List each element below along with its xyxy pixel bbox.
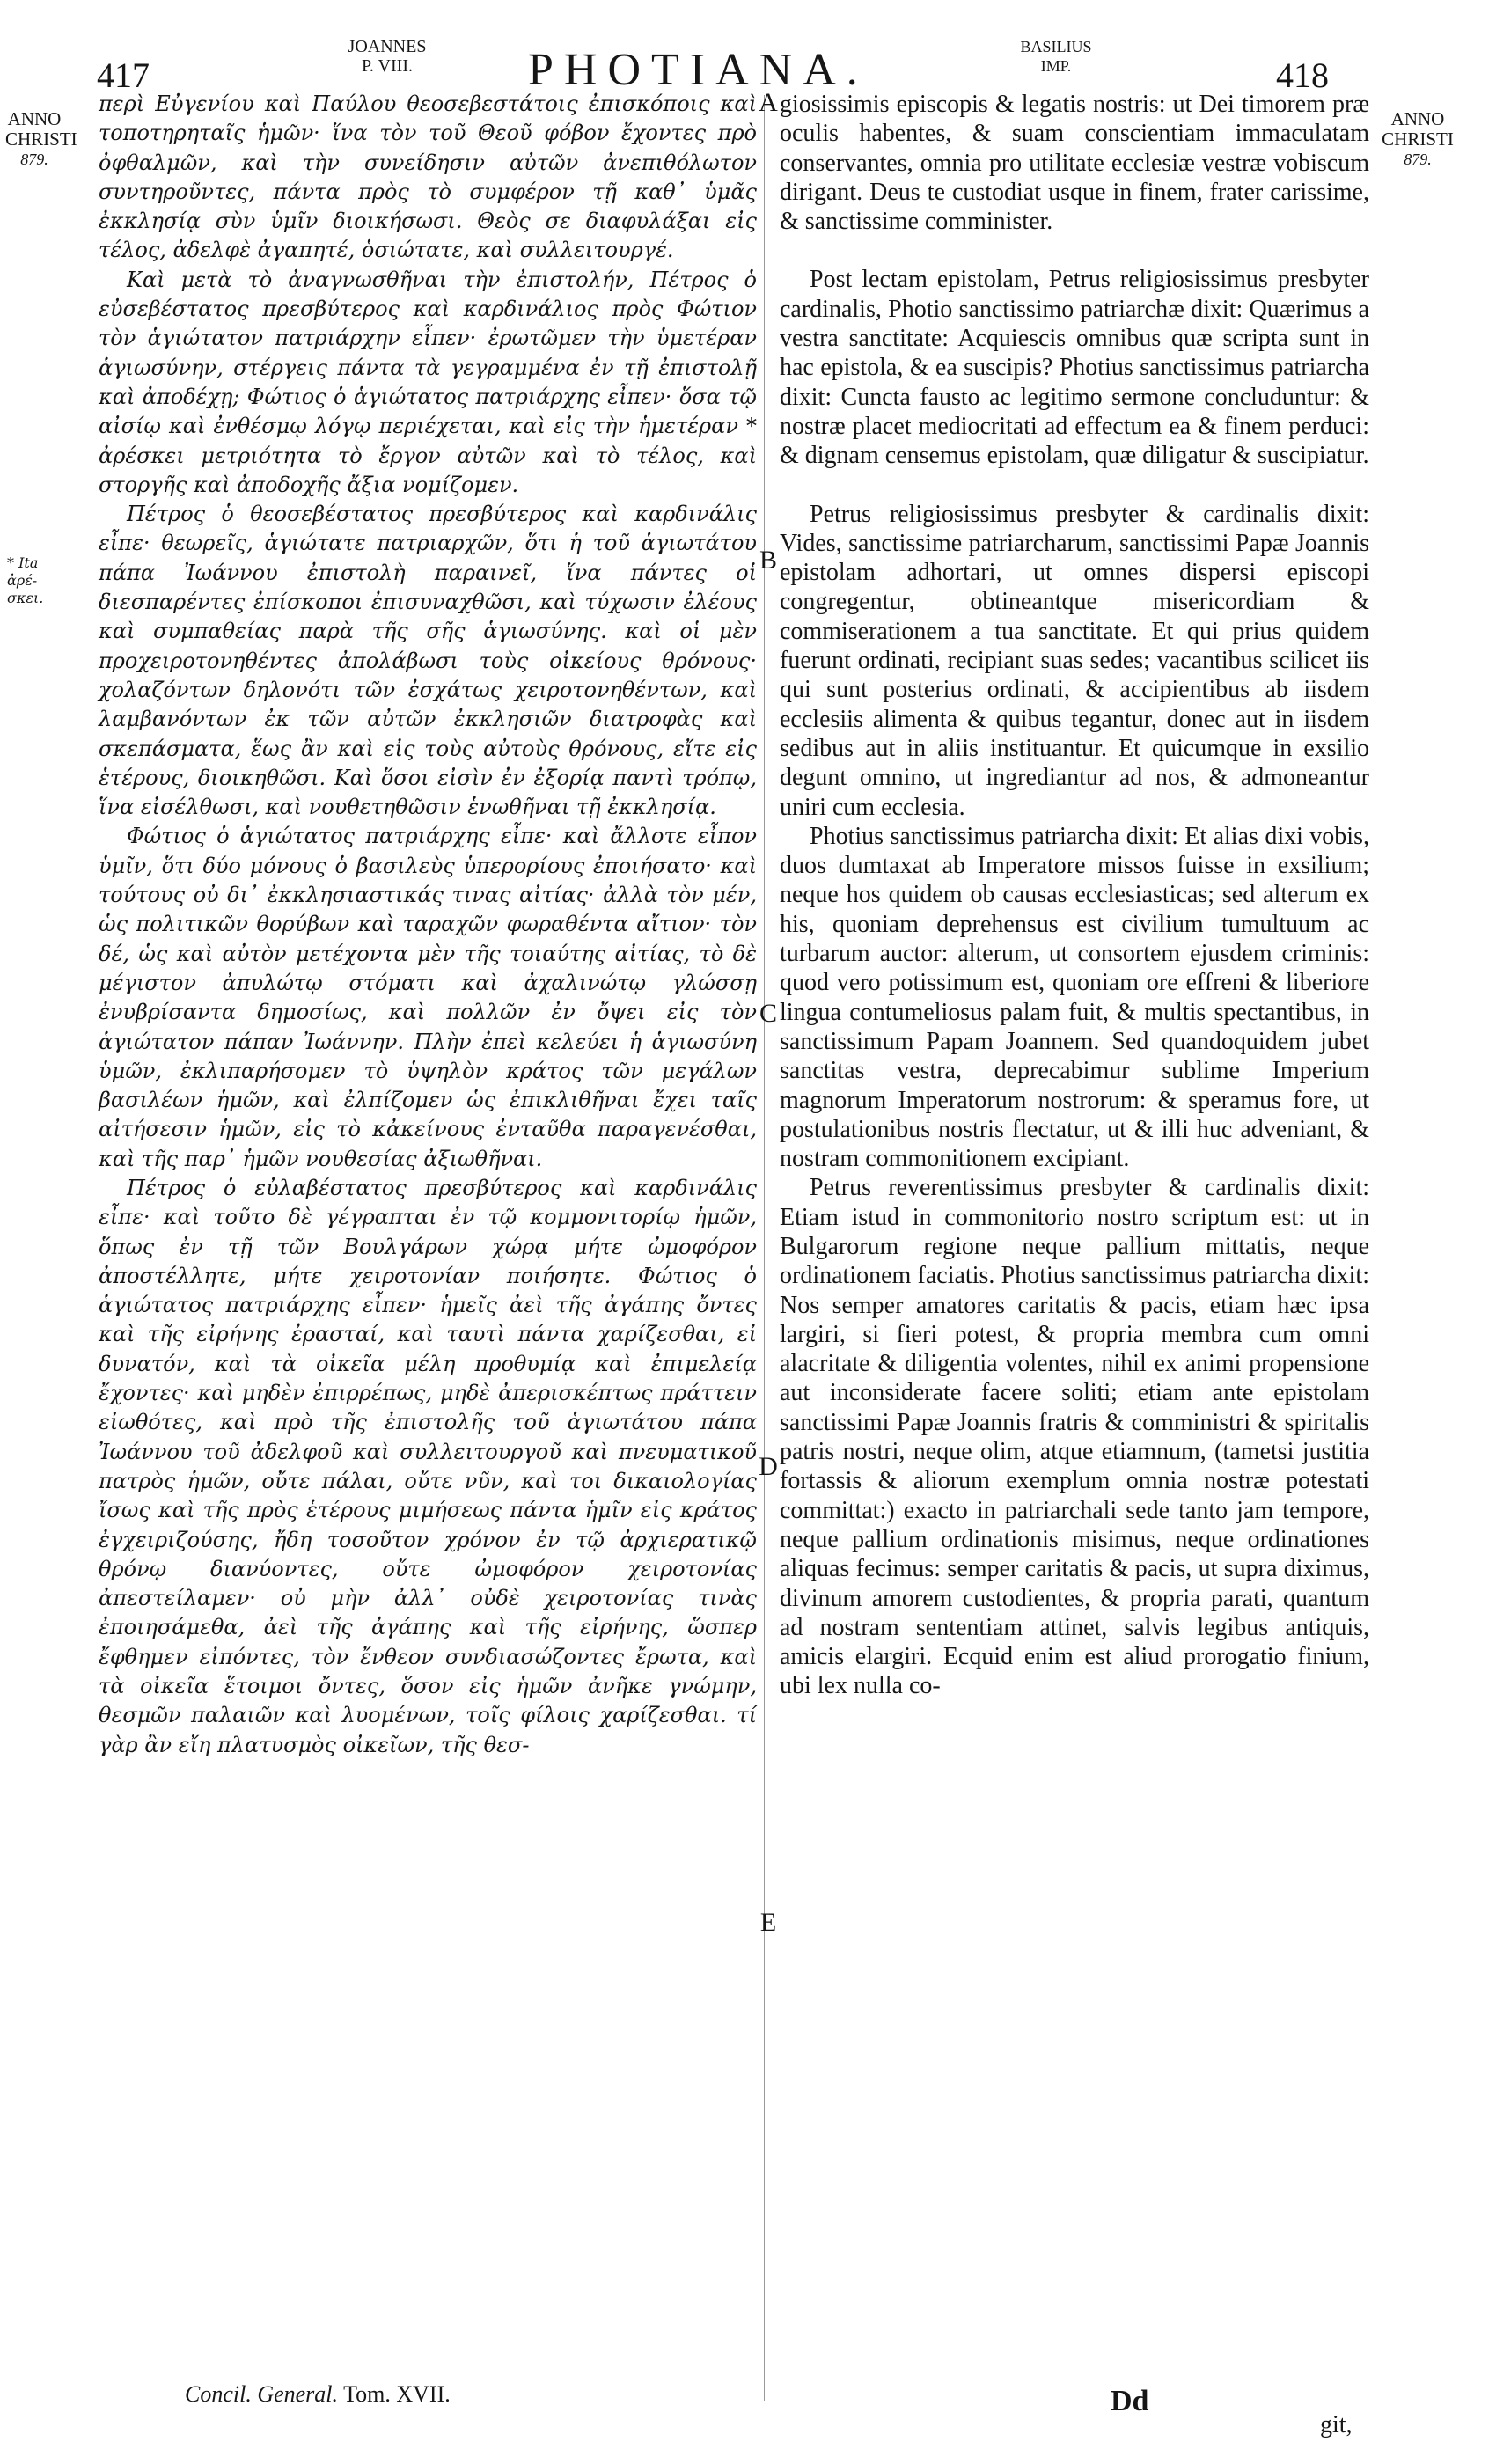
- margin-variant-note: * Ita ἀρέ-σκει.: [7, 554, 44, 606]
- greek-paragraph: Καὶ μετὰ τὸ ἀναγνωσθῆναι τὴν ἐπιστολήν, Πέτρος ὁ εὐσεβέστατος πρεσβύτερος καὶ καρδινάλιος πρὸς Φώτιον τὸν ἁγιώτατον πατριάρχην εἶπεν· ἐρωτῶμεν τὴν ὑμετέραν ἁγιωσύνην, στέργεις πάντα τὰ γεγραμμένα ἐν τῇ ἐπιστολῇ καὶ ἀποδέχῃ; Φώτιος ὁ ἁγιώτατος πατριάρχης εἶπεν· ὅσα τῷ αἰσίῳ καὶ ἐνθέσμῳ λόγῳ περιέχεται, καὶ εἰς τὴν ἡμετέραν * ἀρέσκει μετριότητα τὸ ἔργον αὐτῶν καὶ τὸ τέλος, καὶ στοργῆς καὶ ἀποδοχῆς ἄξια νομίζομεν.: [99, 267, 757, 497]
- latin-paragraph: giosissimis episcopis & legatis nostris: ut Dei timorem præ oculis habentes, & suam conscientiam immaculatam conservantes, omnia pro utilitate ecclesiæ vestræ vobiscum dirigant. Deus te custodiat usque in finem, frater carissime, & sanctissime comminister.: [780, 91, 1369, 236]
- margin-year-right: [1369, 109, 1466, 170]
- footer-tome: Tom. XVII.: [343, 2381, 451, 2407]
- header-emperor-label: [994, 37, 1118, 76]
- section-letter-c: C: [759, 999, 777, 1028]
- margin-anno-label: ANNO: [7, 108, 62, 129]
- greek-paragraph: περὶ Εὐγενίου καὶ Παύλου θεοσεβεστάτοις ἐπισκόποις καὶ τοποτηρηταῖς ἡμῶν· ἵνα τὸν τοῦ Θεοῦ φόβον ἔχοντες πρὸ ὀφθαλμῶν, καὶ τὴν συνείδησιν αὐτῶν ἀνεπιθόλωτον συντηροῦντες, πάντα πρὸς τὸ συμφέρον τῇ καθ᾽ ὑμᾶς ἐκκλησίᾳ σὺν ὑμῖν διοικήσωσι. Θεὸς σε διαφυλάξαι εἰς τέλος, ἀδελφὲ ἀγαπητέ, ὁσιώτατε, καὶ συλλειτουργέ.: [99, 92, 757, 263]
- header-emperor-name: BASILIUS: [1020, 38, 1092, 55]
- margin-year-value: 879.: [1404, 150, 1432, 168]
- footer-source-title: Concil. General.: [185, 2381, 339, 2407]
- section-letter-b: B: [759, 546, 777, 575]
- section-letter-d: D: [759, 1452, 778, 1481]
- margin-christi-label: CHRISTI: [1382, 128, 1454, 150]
- signature-mark: Dd: [1111, 2385, 1149, 2417]
- header-emperor-title: IMP.: [1040, 57, 1072, 75]
- latin-text-column: [780, 90, 1369, 1701]
- margin-year-value: 879.: [20, 150, 48, 168]
- header-pope-name: JOANNES: [348, 37, 427, 56]
- header-pope-number: P. VIII.: [362, 56, 413, 76]
- latin-paragraph: Photius sanctissimus patriarcha dixit: Et alias dixi vobis, duos dumtaxat ab Imperatore missos fuisse in exsilium; neque hos quidem ob causas ecclesiasticas; sed alterum ex his, quoniam deprehensus est civilium tumultuum ac turbarum auctor: alterum, ut consortem ejusdem criminis: quod vero potissimum est, quoniam ore effreni & liberiore lingua contumeliosus palam fuit, & multis spectantibus, in sanctissimum Papam Joannem. Sed quandoquidem jubet sanctitas vestra, deprecabimur sublime Imperium magnorum Imperatorum nostrorum: & speramus fore, ut postulationibus nostris flectatur, ut & illi huc adveniant, & nostram commonitionem excipiant.: [780, 822, 1369, 1173]
- header-pope-label: [326, 37, 449, 76]
- margin-christi-label: CHRISTI: [5, 128, 77, 150]
- latin-paragraph: Petrus religiosissimus presbyter & cardinalis dixit: Vides, sanctissime patriarcharum, sanctissimi Papæ Joannis epistolam adhortari, ut omnes dispersi episcopi congregentur, obtineantque misericordiam & commiserationem a tua sanctitate. Et qui prius quidem fuerunt ordinati, recipiant suas sedes; vacantibus scilicet iis qui sunt posterius ordinati, & accipientibus ab iisdem ecclesiis alimenta & quibus tegantur, donec aut in iisdem sedibus aut in aliis instituantur. Et quicumque in exsilio degunt omnino, ut ingrediantur ad nos, & admoneantur uniri cum ecclesia.: [780, 500, 1369, 821]
- section-letter-a: A: [759, 88, 778, 117]
- greek-paragraph: Πέτρος ὁ θεοσεβέστατος πρεσβύτερος καὶ καρδινάλις εἶπε· θεωρεῖς, ἁγιώτατε πατριαρχῶν, ὅτι ἡ τοῦ ἁγιωτάτου πάπα Ἰωάννου ἐπιστολὴ παραινεῖ, ἵνα πάντες οἱ διεσπαρέντες ἐπίσκοποι ἐπισυναχθῶσι, καὶ τύχωσιν ἐλέους καὶ συμπαθείας παρὰ τῆς σῆς ἁγιωσύνης. καὶ οἱ μὲν προχειροτονηθέντες ἀπολάβωσι τοὺς οἰκείους θρόνους· χολαζόντων δηλονότι τῶν ἐσχάτως χειροτονηθέντων, καὶ λαμβανόντων ἐκ τῶν αὐτῶν ἐκκλησιῶν διατροφὰς καὶ σκεπάσματα, ἕως ἂν καὶ εἰς τοὺς αὐτοὺς θρόνους, εἴτε εἰς ἑτέρους, διοικηθῶσι. Καὶ ὅσοι εἰσὶν ἐν ἐξορίᾳ παντὶ τρόπῳ, ἵνα εἰσέλθωσι, καὶ νουθετηθῶσιν ἑνωθῆναι τῇ ἐκκλησίᾳ.: [99, 502, 757, 820]
- section-letter-e: E: [759, 1908, 777, 1937]
- latin-paragraph: Petrus reverentissimus presbyter & cardinalis dixit: Etiam istud in commonitorio nostro scriptum est: ut in Bulgarorum regione neque pallium mittatis, neque ordinationem faciatis. Photius sanctissimus patriarcha dixit: Nos semper amatores caritatis & pacis, etiam hæc ipsa largiri, si fieri potest, & propria membra cum omni alacritate & diligentia volentes, nihil ex animi propensione aut inconsiderate facere soliti; etiam ante epistolam sanctissimi Papæ Joannis fratris & comministri & spiritalis patris nostri, neque olim, atque etiamnum, (tametsi justitia fortassis & aliorum exemplum omnia nostræ potestati committat:) exacto in patriarchali sede tanto jam tempore, neque pallium ordinationis misimus, neque ordinationes aliquas fecimus: semper caritatis & pacis, ut supra diximus, divinum amorem custodientes, & propria parati, quantum ad nostram sententiam attinet, salvis legibus antiquis, amicis elargiri. Ecquid enim est aliud prorogatio finium, ubi lex nulla co-: [780, 1174, 1369, 1700]
- column-divider: [764, 95, 765, 2401]
- greek-paragraph: Πέτρος ὁ εὐλαβέστατος πρεσβύτερος καὶ καρδινάλις εἶπε· καὶ τοῦτο δὲ γέγραπται ἐν τῷ κομμονιτορίῳ ἡμῶν, ὅπως ἐν τῇ τῶν Βουλγάρων χώρᾳ μήτε ὠμοφόρον ἀποστέλλητε, μήτε χειροτονίαν ποιήσητε. Φώτιος ὁ ἁγιώτατος πατριάρχης εἶπεν· ἡμεῖς ἀεὶ τῆς ἀγάπης ὄντες καὶ τῆς εἰρήνης ἐρασταί, καὶ ταυτὶ πάντα χαρίζεσθαι, εἰ δυνατόν, καὶ τὰ οἰκεῖα μέλη προθυμίᾳ καὶ ἐπιμελείᾳ ἔχοντες· καὶ μηδὲν ἐπιρρέπως, μηδὲ ἀπερισκέπτως πράττειν εἰωθότες, καὶ πρὸ τῆς ἐπιστολῆς τοῦ ἁγιωτάτου πάπα Ἰωάννου τοῦ ἀδελφοῦ καὶ συλλειτουργοῦ καὶ πνευματικοῦ πατρὸς ἡμῶν, οὔτε πάλαι, οὔτε νῦν, καὶ τοι δικαιολογίας ἴσως καὶ τῆς πρὸς ἑτέρους μιμήσεως πάντα ἡμῖν εἰς κράτος ἐγχειριζούσης, ἤδη τοσοῦτον χρόνον ἐν τῷ ἀρχιερατικῷ θρόνῳ διανύοντες, οὔτε ὠμοφόρον χειροτονίας ἀπεστείλαμεν· οὐ μὴν ἀλλ᾽ οὐδὲ χειροτονίας τινὰς ἐποιησάμεθα, ἀεὶ τῆς ἀγάπης καὶ τῆς εἰρήνης, ὥσπερ ἔφθημεν εἰπόντες, τὸν ἔνθεον συνδιασώζοντες ἔρωτα, καὶ τὰ οἰκεῖα ἕτοιμοι ὄντες, ὅσον εἰς ἡμῶν ἀνῆκε γνώμην, θεσμῶν παλαιῶν καὶ λυομένων, τοῖς φίλοις χαρίζεσθαι. τί γὰρ ἂν εἴη πλατυσμὸς οἰκεῖων, τῆς θεσ-: [99, 1175, 757, 1757]
- footer-source: [185, 2381, 451, 2408]
- page-number-left: 417: [97, 55, 150, 95]
- catchword: git,: [1320, 2411, 1353, 2438]
- latin-paragraph: Post lectam epistolam, Petrus religiosissimus presbyter cardinalis, Photio sanctissimo patriarchæ dixit: Quærimus a vestra sanctitate: Acquiescis omnibus quæ scripta sunt in hac epistola, & ea suscipis? Photius sanctissimus patriarcha dixit: Cuncta fausto ac legitimo sermone concluduntur: & nostræ placet mediocritati ad effectum ea & finem perduci: & dignam censemus epistolam, quæ diligatur & suscipiatur.: [780, 266, 1369, 470]
- margin-year-left: [5, 108, 77, 170]
- running-title: PHOTIANA.: [528, 45, 869, 95]
- page-number-right: 418: [1276, 55, 1329, 95]
- greek-paragraph: Φώτιος ὁ ἁγιώτατος πατριάρχης εἶπε· καὶ ἄλλοτε εἶπον ὑμῖν, ὅτι δύο μόνους ὁ βασιλεὺς ὑπερορίους ἐποιήσατο· καὶ τούτους οὐ δι᾽ ἐκκλησιαστικάς τινας αἰτίας· ἀλλὰ τὸν μέν, ὡς πολιτικῶν θορύβων καὶ ταραχῶν φωραθέντα αἴτιον· τὸν δέ, ὡς καὶ αὐτὸν μετέχοντα μὲν τῆς τοιαύτης αἰτίας, τὸ δὲ μέγιστον ἀπυλώτῳ στόματι καὶ ἀχαλινώτῳ γλώσσῃ ἐνυβρίσαντα δημοσίως, καὶ πολλῶν ἐν ὄψει εἰς τὸν ἁγιώτατον πάπαν Ἰωάννην. Πλὴν ἐπεὶ κελεύει ἡ ἁγιωσύνη ὑμῶν, ἐκλιπαρήσομεν τὸ ὑψηλὸν κράτος τῶν μεγάλων βασιλέων ἡμῶν, καὶ ἐλπίζομεν ὡς ἐπικλιθῆναι ἔχει ταῖς αἰτήσεσιν ἡμῶν, εἰς τὸ κἀκείνους ἐνταῦθα παραγενέσθαι, καὶ τῆς παρ᾽ ἡμῶν νουθεσίας ἀξιωθῆναι.: [99, 824, 757, 1171]
- greek-text-column: [99, 90, 757, 1760]
- margin-anno-label: ANNO: [1390, 108, 1445, 129]
